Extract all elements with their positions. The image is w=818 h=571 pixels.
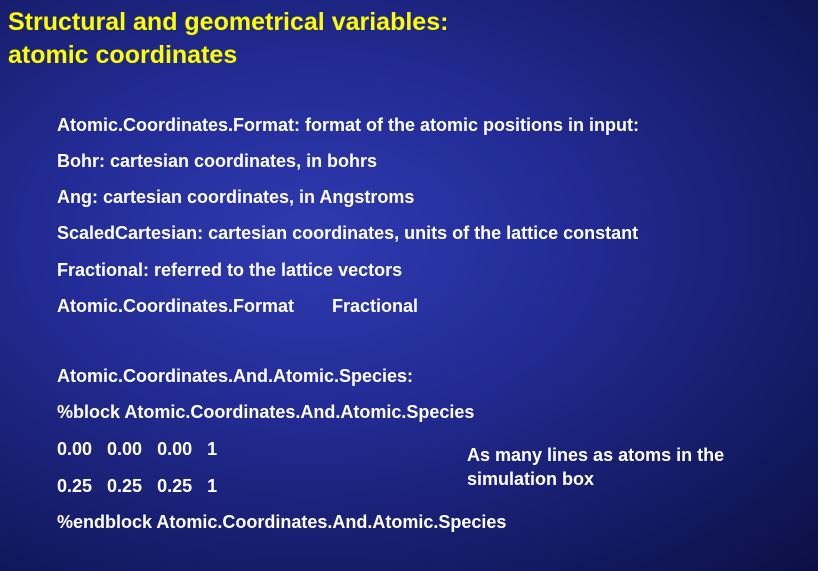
format-example	[57, 295, 418, 317]
slide-title	[8, 6, 448, 72]
coordinate-row-1: 0.00 0.00 0.00 1	[57, 439, 218, 459]
format-example-value: Fractional	[332, 296, 419, 316]
format-heading: Atomic.Coordinates.Format: format of the atomic positions in input:	[57, 115, 640, 135]
option-fractional: Fractional: referred to the lattice vectors	[57, 260, 403, 280]
format-example-key: Atomic.Coordinates.Format	[57, 296, 295, 316]
slide-title-line2: atomic coordinates	[8, 41, 238, 69]
species-heading: Atomic.Coordinates.And.Atomic.Species:	[57, 366, 414, 386]
option-ang: Ang: cartesian coordinates, in Angstroms	[57, 187, 415, 207]
coordinate-row-2: 0.25 0.25 0.25 1	[57, 476, 218, 496]
block-end: %endblock Atomic.Coordinates.And.Atomic.Species	[57, 512, 507, 532]
slide-title-line1: Structural and geometrical variables:	[8, 8, 449, 36]
block-start: %block Atomic.Coordinates.And.Atomic.Species	[57, 402, 475, 422]
option-scaled-cartesian: ScaledCartesian: cartesian coordinates, units of the lattice constant	[57, 223, 639, 243]
option-bohr: Bohr: cartesian coordinates, in bohrs	[57, 151, 378, 171]
annotation-note: As many lines as atoms in the simulation box	[467, 445, 725, 489]
